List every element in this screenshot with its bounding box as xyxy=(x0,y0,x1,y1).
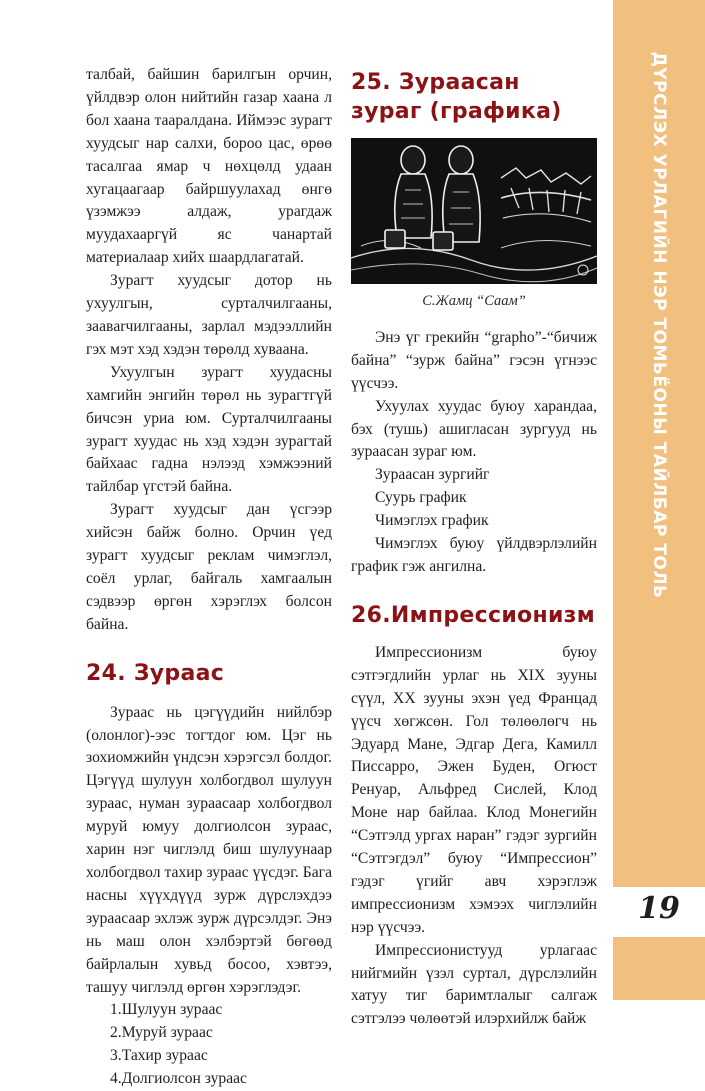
running-title: ДҮРСЛЭХ УРЛАГИЙН НЭР ТОМЬЁОНЫ ТАЙЛБАР ТОЛЬ xyxy=(649,51,669,599)
left-column xyxy=(86,64,332,1091)
list-item: 4.Долгиолсон зураас xyxy=(110,1070,247,1088)
list-item: Зураасан зургийг xyxy=(375,466,490,484)
list-item: Суурь график xyxy=(375,489,467,507)
list-item: 3.Тахир зураас xyxy=(110,1047,208,1065)
list-item: 2.Муруй зураас xyxy=(110,1024,213,1042)
page-number-box xyxy=(613,887,705,937)
paragraph: Зураас нь цэгүүдийн нийлбэр (олонлог)-ээс тогтдог юм. Цэг нь зохиомжийн үндсэн хэрэгсэл болдог. Цэгүүд шулуун холбогдвол шулуун зураас, нуман зураасаар холбогдвол муруй юмуу долгиолсон зураас, харин нэг чиглэлд биш шулуунаар холбогдвол тахир зураас үүсдэг. Бага насны хүүхдүүд зурж дүрслэхдээ зураасаар эхлэж зурж дүрсэлдэг. Энэ нь маш олон хэлбэртэй бөгөөд байрлалын хувьд босоо, хэвтээ, ташуу чиглэлд өргөн хэрэглэдэг. xyxy=(86,703,332,996)
paragraph: Импрессионистууд урлагаас нийгмийн үзэл суртал, дүрслэлийн хатуу тиг баримтлалыг салгаж сэтгэлээ чөлөөтэй илэрхийлж байж xyxy=(351,941,597,1028)
figure-caption: С.Жамц “Саам” xyxy=(422,293,526,309)
paragraph: Импрессионизм буюу сэтгэгдлийн урлаг нь XIX зууны сүүл, XX зууны эхэн үед Францад үүсч хөгжсөн. Гол төлөөлөгч нь Эдуард Мане, Эдгар Дега, Камилл Писсарро, Эжен Буден, Огюст Ренуар, Альфред Сислей, Клод Моне нар байлаа. Клод Монегийн “Сэтгэлд ургах наран” гэдэг зургийн “Сэтгэгдэл” буюу “Импрессион” гэдэг үгийг авч хэрэглэж импрессионизм хэмээх чиглэлийн нэр үүсчээ. xyxy=(351,643,597,936)
paragraph: талбай, байшин барилгын орчин, үйлдвэр олон нийтийн газар хаана л бол хаана тааралдана. Иймээс зурагт хуудсыг нар салхи, бороо цас, өрөө тасалгаа ямар ч нөхцөлд удаан хугацаагаар байршуулахад өнгө үзэмжээ алдаж, урагдаж муудахааргүй яс чанартай материалаар хийх шаардлагатай. xyxy=(86,66,332,267)
page-number: 19 xyxy=(638,891,680,926)
section-title-25: 25. Зураасан зураг (графика) xyxy=(351,70,562,124)
list-item: 1.Шулуун зураас xyxy=(110,1001,223,1019)
paragraph: Ухуулах хуудас буюу харандаа, бэх (тушь) ашигласан зургууд нь зураасан зураг юм. xyxy=(351,397,597,461)
paragraph: Энэ үг грекийн “grapho”-“бичиж байна” “зурж байна” гэсэн үгнээс үүсчээ. xyxy=(351,328,597,392)
paragraph: Чимэглэх буюу үйлдвэрлэлийн график гэж ангилна. xyxy=(351,535,597,575)
artwork-illustration xyxy=(351,138,597,284)
paragraph: Зурагт хуудсыг дан үсгээр хийсэн байж болно. Орчин үед зурагт хуудсыг реклам чимэглэл, соёл урлаг, байгаль хамгаалын сэдвээр өргөн хэрэглэх болсон байна. xyxy=(86,501,332,633)
section-title-24: 24. Зураас xyxy=(86,660,225,686)
right-column xyxy=(351,64,597,1031)
paragraph: Зурагт хуудсыг дотор нь ухуулгын, сурталчилгааны, заавarчилгааны, зарлал мэдээллийн гэх мэт хэд хэдэн төрөлд хуваана. xyxy=(86,272,332,358)
section-title-26: 26.Импрессионизм xyxy=(351,602,596,628)
paragraph: Ухуулгын зурагт хуудасны хамгийн энгийн төрөл нь зурагтгүй бичсэн уриа юм. Сурталчилгааны зурагт хуудас нь хэд хэдэн зурагтай байхаас гадна нэлээд хэмжээний тайлбар үгстэй байна. xyxy=(86,363,332,496)
list-item: Чимэглэх график xyxy=(375,512,489,530)
graphic-artwork-image xyxy=(351,138,597,284)
